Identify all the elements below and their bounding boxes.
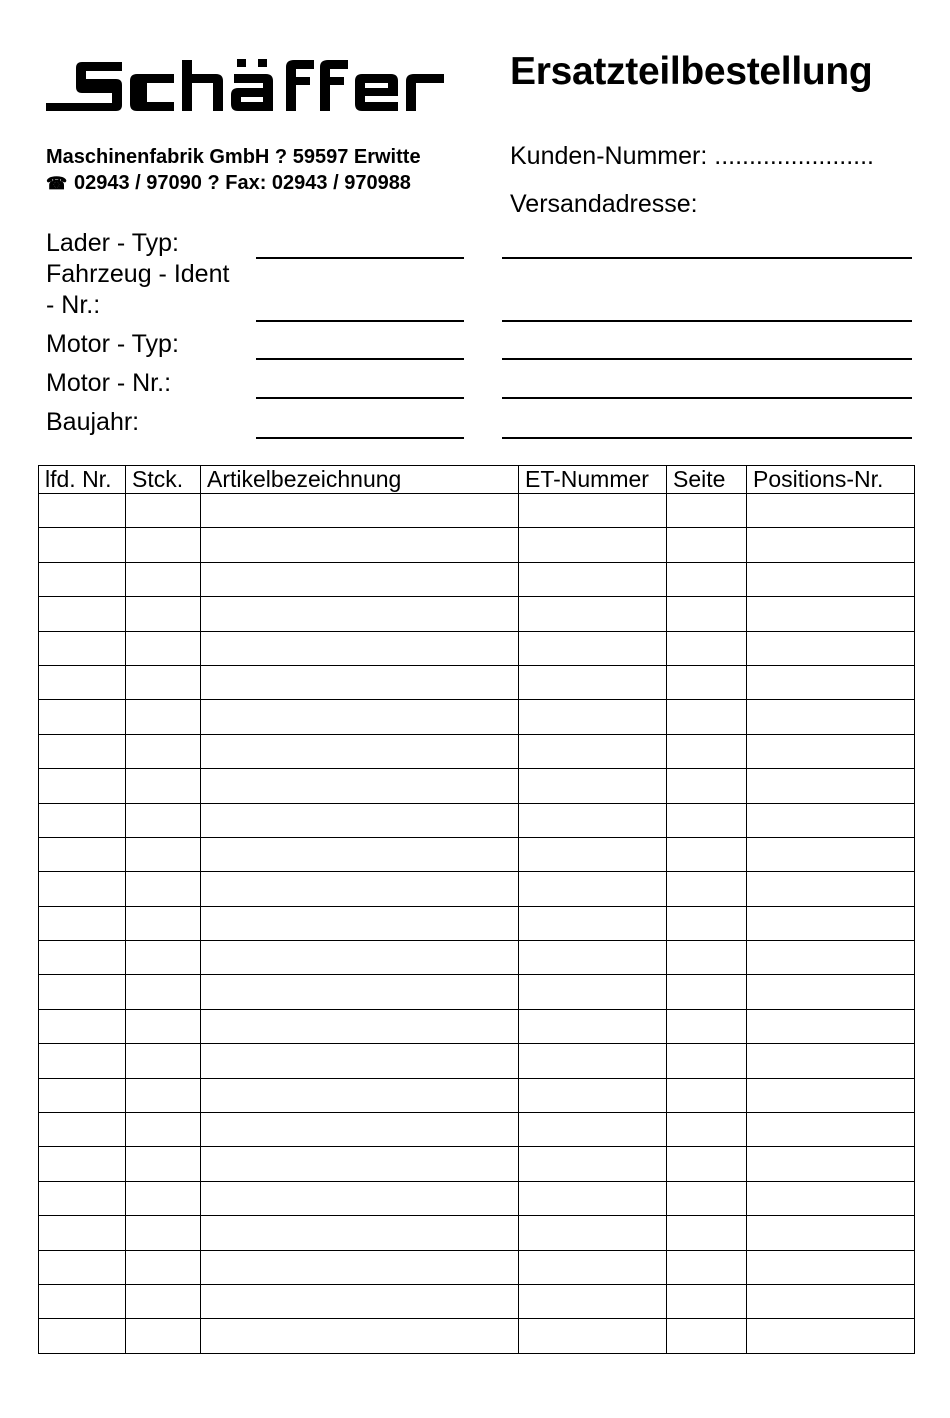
cell-quantity[interactable] xyxy=(126,631,201,665)
cell-position[interactable] xyxy=(39,975,126,1009)
cell-description[interactable] xyxy=(201,1044,519,1078)
cell-page[interactable] xyxy=(667,1181,747,1215)
table-row xyxy=(39,1284,915,1318)
cell-part-number[interactable] xyxy=(519,1319,667,1353)
table-row xyxy=(39,1319,915,1353)
cell-page[interactable] xyxy=(667,803,747,837)
cell-page[interactable] xyxy=(667,1147,747,1181)
schaeffer-logo xyxy=(46,50,502,116)
table-row xyxy=(39,1044,915,1078)
cell-item-number[interactable] xyxy=(747,1009,915,1043)
cell-part-number[interactable] xyxy=(519,597,667,631)
engine-number-label: Motor - Nr.: xyxy=(46,369,172,397)
table-row xyxy=(39,528,915,562)
cell-page[interactable] xyxy=(667,1319,747,1353)
cell-quantity[interactable] xyxy=(126,1181,201,1215)
column-header-quantity: Stck. xyxy=(126,466,201,494)
cell-item-number[interactable] xyxy=(747,769,915,803)
shipping-address-line[interactable] xyxy=(502,397,912,399)
cell-item-number[interactable] xyxy=(747,906,915,940)
cell-page[interactable] xyxy=(667,1113,747,1147)
cell-item-number[interactable] xyxy=(747,1284,915,1318)
company-contact xyxy=(46,170,421,197)
table-row xyxy=(39,803,915,837)
cell-item-number[interactable] xyxy=(747,803,915,837)
cell-item-number[interactable] xyxy=(747,1147,915,1181)
loader-type-line[interactable] xyxy=(256,257,464,259)
cell-quantity[interactable] xyxy=(126,1250,201,1284)
shipping-address-label: Versandadresse: xyxy=(510,190,698,218)
cell-quantity[interactable] xyxy=(126,528,201,562)
company-info xyxy=(46,144,421,197)
table-row xyxy=(39,597,915,631)
cell-page[interactable] xyxy=(667,1078,747,1112)
cell-quantity[interactable] xyxy=(126,906,201,940)
cell-item-number[interactable] xyxy=(747,1113,915,1147)
cell-quantity[interactable] xyxy=(126,941,201,975)
cell-part-number[interactable] xyxy=(519,1044,667,1078)
cell-quantity[interactable] xyxy=(126,769,201,803)
cell-quantity[interactable] xyxy=(126,562,201,596)
cell-description[interactable] xyxy=(201,975,519,1009)
shipping-address-line[interactable] xyxy=(502,437,912,439)
cell-page[interactable] xyxy=(667,700,747,734)
table-row xyxy=(39,700,915,734)
shipping-address-line[interactable] xyxy=(502,320,912,322)
cell-part-number[interactable] xyxy=(519,837,667,871)
cell-item-number[interactable] xyxy=(747,597,915,631)
cell-part-number[interactable] xyxy=(519,769,667,803)
cell-position[interactable] xyxy=(39,734,126,768)
cell-position[interactable] xyxy=(39,1044,126,1078)
cell-description[interactable] xyxy=(201,665,519,699)
cell-description[interactable] xyxy=(201,837,519,871)
cell-position[interactable] xyxy=(39,1113,126,1147)
cell-page[interactable] xyxy=(667,665,747,699)
cell-part-number[interactable] xyxy=(519,1216,667,1250)
cell-quantity[interactable] xyxy=(126,597,201,631)
table-row xyxy=(39,906,915,940)
cell-part-number[interactable] xyxy=(519,1284,667,1318)
cell-page[interactable] xyxy=(667,1250,747,1284)
cell-description[interactable] xyxy=(201,631,519,665)
cell-position[interactable] xyxy=(39,1216,126,1250)
table-row xyxy=(39,1078,915,1112)
document-title: Ersatzteilbestellung xyxy=(510,50,873,93)
loader-type-label: Lader - Typ: xyxy=(46,229,179,257)
cell-item-number[interactable] xyxy=(747,837,915,871)
cell-part-number[interactable] xyxy=(519,906,667,940)
cell-quantity[interactable] xyxy=(126,872,201,906)
cell-page[interactable] xyxy=(667,941,747,975)
cell-position[interactable] xyxy=(39,597,126,631)
cell-item-number[interactable] xyxy=(747,1319,915,1353)
cell-item-number[interactable] xyxy=(747,494,915,528)
cell-part-number[interactable] xyxy=(519,1250,667,1284)
cell-description[interactable] xyxy=(201,1284,519,1318)
company-address: Maschinenfabrik GmbH ? 59597 Erwitte xyxy=(46,146,421,168)
cell-quantity[interactable] xyxy=(126,494,201,528)
cell-part-number[interactable] xyxy=(519,631,667,665)
cell-page[interactable] xyxy=(667,562,747,596)
table-row xyxy=(39,975,915,1009)
cell-description[interactable] xyxy=(201,769,519,803)
contact-numbers: 02943 / 97090 ? Fax: 02943 / 970988 xyxy=(74,172,411,194)
cell-page[interactable] xyxy=(667,528,747,562)
cell-part-number[interactable] xyxy=(519,941,667,975)
cell-description[interactable] xyxy=(201,597,519,631)
cell-description[interactable] xyxy=(201,494,519,528)
cell-quantity[interactable] xyxy=(126,975,201,1009)
cell-item-number[interactable] xyxy=(747,1078,915,1112)
cell-position[interactable] xyxy=(39,941,126,975)
cell-description[interactable] xyxy=(201,906,519,940)
cell-position[interactable] xyxy=(39,1147,126,1181)
table-row xyxy=(39,1181,915,1215)
cell-quantity[interactable] xyxy=(126,1078,201,1112)
cell-page[interactable] xyxy=(667,769,747,803)
shipping-address-line[interactable] xyxy=(502,257,912,259)
cell-quantity[interactable] xyxy=(126,734,201,768)
cell-part-number[interactable] xyxy=(519,1147,667,1181)
cell-part-number[interactable] xyxy=(519,1181,667,1215)
cell-quantity[interactable] xyxy=(126,1284,201,1318)
cell-position[interactable] xyxy=(39,562,126,596)
table-row xyxy=(39,837,915,871)
cell-page[interactable] xyxy=(667,734,747,768)
column-header-part-number: ET-Nummer xyxy=(519,466,667,494)
cell-part-number[interactable] xyxy=(519,528,667,562)
shipping-address-line[interactable] xyxy=(502,358,912,360)
table-row xyxy=(39,1009,915,1043)
table-row xyxy=(39,665,915,699)
table-row xyxy=(39,1113,915,1147)
cell-item-number[interactable] xyxy=(747,975,915,1009)
cell-item-number[interactable] xyxy=(747,665,915,699)
cell-description[interactable] xyxy=(201,562,519,596)
cell-part-number[interactable] xyxy=(519,665,667,699)
table-row xyxy=(39,734,915,768)
vehicle-id-label-line1: Fahrzeug - Ident xyxy=(46,260,230,288)
customer-number-field[interactable]: Kunden-Nummer: ....................... xyxy=(510,142,875,170)
table-row xyxy=(39,941,915,975)
cell-page[interactable] xyxy=(667,1009,747,1043)
cell-item-number[interactable] xyxy=(747,1181,915,1215)
cell-part-number[interactable] xyxy=(519,494,667,528)
cell-quantity[interactable] xyxy=(126,803,201,837)
cell-item-number[interactable] xyxy=(747,734,915,768)
table-row xyxy=(39,1216,915,1250)
cell-position[interactable] xyxy=(39,1319,126,1353)
engine-number-line[interactable] xyxy=(256,397,464,399)
cell-part-number[interactable] xyxy=(519,1009,667,1043)
cell-part-number[interactable] xyxy=(519,562,667,596)
cell-position[interactable] xyxy=(39,906,126,940)
cell-position[interactable] xyxy=(39,1009,126,1043)
cell-part-number[interactable] xyxy=(519,734,667,768)
cell-page[interactable] xyxy=(667,872,747,906)
cell-position[interactable] xyxy=(39,1284,126,1318)
table-body xyxy=(39,494,915,1354)
cell-position[interactable] xyxy=(39,1181,126,1215)
cell-position[interactable] xyxy=(39,494,126,528)
table-row xyxy=(39,872,915,906)
cell-quantity[interactable] xyxy=(126,1319,201,1353)
cell-position[interactable] xyxy=(39,528,126,562)
cell-position[interactable] xyxy=(39,803,126,837)
vehicle-id-label-line2: - Nr.: xyxy=(46,291,101,319)
cell-position[interactable] xyxy=(39,837,126,871)
cell-page[interactable] xyxy=(667,906,747,940)
table-row xyxy=(39,1147,915,1181)
cell-description[interactable] xyxy=(201,734,519,768)
table-row xyxy=(39,1250,915,1284)
engine-type-label: Motor - Typ: xyxy=(46,330,179,358)
cell-item-number[interactable] xyxy=(747,631,915,665)
cell-position[interactable] xyxy=(39,665,126,699)
cell-page[interactable] xyxy=(667,837,747,871)
cell-item-number[interactable] xyxy=(747,562,915,596)
cell-description[interactable] xyxy=(201,941,519,975)
build-year-line[interactable] xyxy=(256,437,464,439)
cell-item-number[interactable] xyxy=(747,1250,915,1284)
cell-position[interactable] xyxy=(39,769,126,803)
cell-quantity[interactable] xyxy=(126,1113,201,1147)
cell-quantity[interactable] xyxy=(126,665,201,699)
table-row xyxy=(39,494,915,528)
vehicle-id-line[interactable] xyxy=(256,320,464,322)
cell-item-number[interactable] xyxy=(747,700,915,734)
cell-description[interactable] xyxy=(201,1078,519,1112)
column-header-page: Seite xyxy=(667,466,747,494)
cell-description[interactable] xyxy=(201,1319,519,1353)
cell-position[interactable] xyxy=(39,1078,126,1112)
cell-description[interactable] xyxy=(201,872,519,906)
column-header-description: Artikelbezeichnung xyxy=(201,466,519,494)
phone-icon: ☎ xyxy=(46,174,68,193)
cell-item-number[interactable] xyxy=(747,1216,915,1250)
cell-position[interactable] xyxy=(39,700,126,734)
cell-description[interactable] xyxy=(201,528,519,562)
cell-page[interactable] xyxy=(667,597,747,631)
cell-part-number[interactable] xyxy=(519,872,667,906)
cell-description[interactable] xyxy=(201,803,519,837)
cell-page[interactable] xyxy=(667,1216,747,1250)
cell-page[interactable] xyxy=(667,494,747,528)
cell-quantity[interactable] xyxy=(126,1044,201,1078)
cell-item-number[interactable] xyxy=(747,528,915,562)
column-header-item-number: Positions-Nr. xyxy=(747,466,915,494)
cell-page[interactable] xyxy=(667,1044,747,1078)
cell-part-number[interactable] xyxy=(519,975,667,1009)
cell-quantity[interactable] xyxy=(126,700,201,734)
cell-page[interactable] xyxy=(667,975,747,1009)
cell-page[interactable] xyxy=(667,631,747,665)
cell-quantity[interactable] xyxy=(126,1147,201,1181)
cell-part-number[interactable] xyxy=(519,803,667,837)
cell-position[interactable] xyxy=(39,872,126,906)
cell-part-number[interactable] xyxy=(519,700,667,734)
table-header-row xyxy=(39,466,915,494)
cell-description[interactable] xyxy=(201,1147,519,1181)
cell-quantity[interactable] xyxy=(126,1216,201,1250)
cell-item-number[interactable] xyxy=(747,941,915,975)
cell-description[interactable] xyxy=(201,1113,519,1147)
cell-description[interactable] xyxy=(201,1216,519,1250)
cell-quantity[interactable] xyxy=(126,837,201,871)
cell-item-number[interactable] xyxy=(747,872,915,906)
cell-quantity[interactable] xyxy=(126,1009,201,1043)
cell-position[interactable] xyxy=(39,1250,126,1284)
parts-order-table xyxy=(38,465,915,1354)
table-row xyxy=(39,631,915,665)
cell-description[interactable] xyxy=(201,1250,519,1284)
cell-part-number[interactable] xyxy=(519,1078,667,1112)
column-header-position: lfd. Nr. xyxy=(39,466,126,494)
engine-type-line[interactable] xyxy=(256,358,464,360)
cell-item-number[interactable] xyxy=(747,1044,915,1078)
cell-description[interactable] xyxy=(201,1181,519,1215)
cell-page[interactable] xyxy=(667,1284,747,1318)
cell-position[interactable] xyxy=(39,631,126,665)
build-year-label: Baujahr: xyxy=(46,408,140,436)
table-row xyxy=(39,562,915,596)
cell-part-number[interactable] xyxy=(519,1113,667,1147)
table-row xyxy=(39,769,915,803)
cell-description[interactable] xyxy=(201,1009,519,1043)
cell-description[interactable] xyxy=(201,700,519,734)
